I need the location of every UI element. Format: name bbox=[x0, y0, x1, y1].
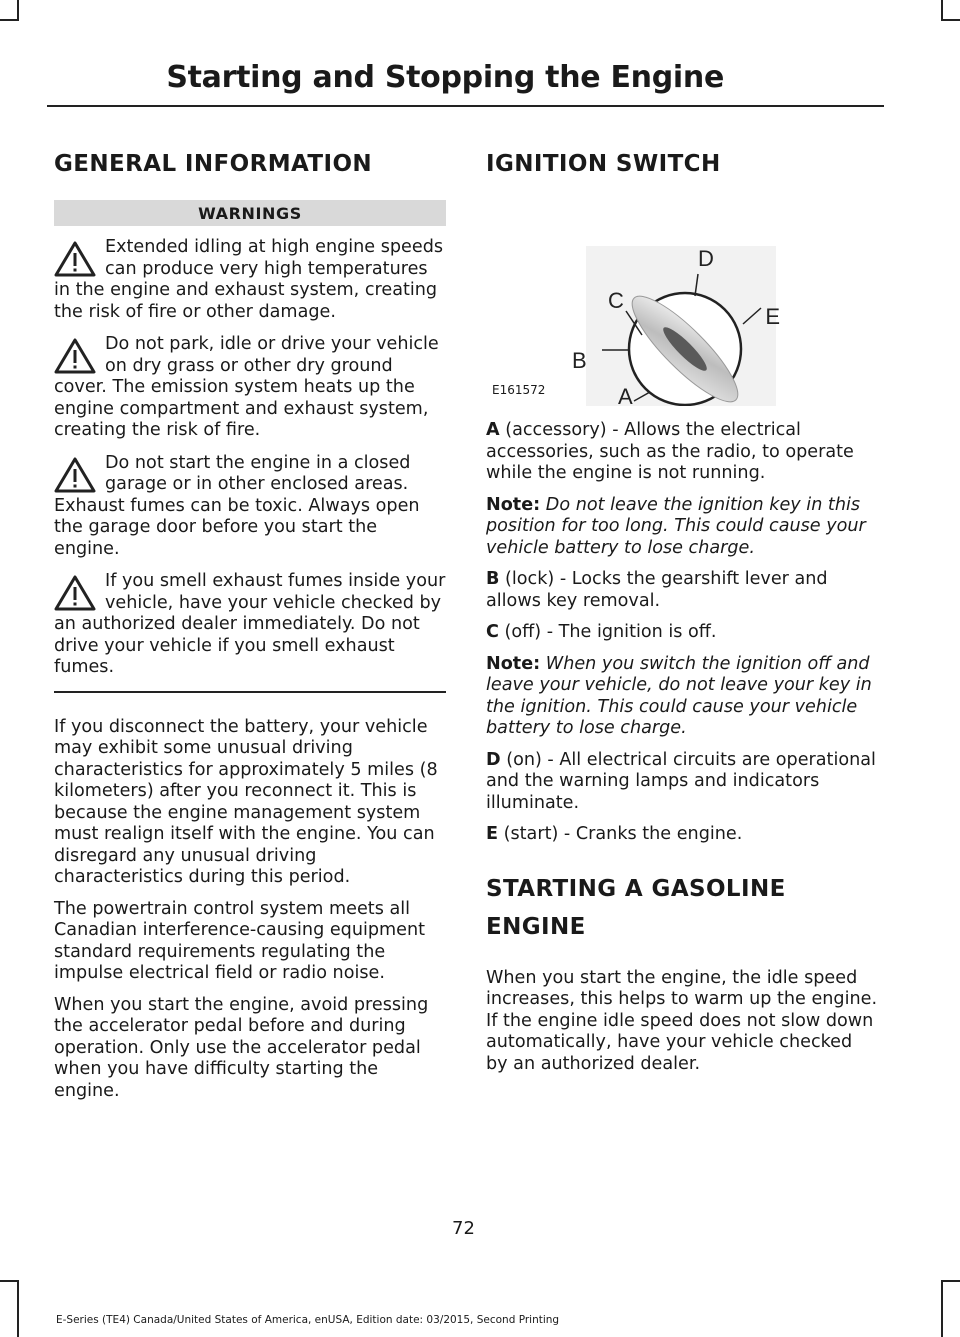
position-letter: D bbox=[486, 749, 501, 770]
position-text: (lock) - Locks the gearshift lever and allows key removal. bbox=[486, 569, 828, 611]
label-c: C bbox=[608, 288, 624, 313]
label-e: E bbox=[765, 304, 780, 329]
heading-line: ENGINE bbox=[486, 913, 586, 940]
left-column bbox=[54, 140, 446, 1112]
figure-id: E161572 bbox=[492, 383, 546, 397]
general-body bbox=[54, 717, 446, 1103]
note-item bbox=[486, 495, 878, 560]
position-b-item bbox=[486, 569, 878, 612]
crop-mark bbox=[941, 0, 943, 20]
body-paragraph: If you disconnect the battery, your vehicle may exhibit some unusual driving characteristics for approximately 5 miles (8 kilometers) after you reconnect it. This is because the engine management system must realign itself with the engine. You can disregard any unusual driving characteristics during this period. bbox=[54, 716, 438, 887]
position-letter: B bbox=[486, 569, 500, 589]
section-heading-general: GENERAL INFORMATION bbox=[54, 151, 373, 177]
position-letter: A bbox=[486, 420, 500, 440]
position-text: (start) - Cranks the engine. bbox=[498, 824, 743, 844]
heading-line: STARTING A GASOLINE bbox=[486, 875, 786, 902]
label-b: B bbox=[572, 348, 587, 373]
note-label: Note: bbox=[486, 653, 541, 674]
right-column bbox=[486, 140, 878, 1085]
crop-mark bbox=[17, 0, 19, 20]
position-letter: C bbox=[486, 622, 499, 642]
crop-mark bbox=[941, 1280, 943, 1337]
section-heading-starting bbox=[486, 870, 878, 946]
warning-text: Extended idling at high engine speeds can produce very high temperatures in the engine and exhaust system, creating the risk of fire or other damage. bbox=[54, 237, 444, 322]
note-item bbox=[486, 654, 878, 740]
warning-item bbox=[54, 237, 446, 323]
position-text: (on) - All electrical circuits are operational and the warning lamps and indicators illuminate. bbox=[486, 749, 876, 813]
crop-mark bbox=[941, 19, 960, 21]
warning-item bbox=[54, 453, 446, 561]
body-paragraph: When you start the engine, the idle speed increases, this helps to warm up the engine. If the engine idle speed does not slow down automatically, have your vehicle checked by an authorized dealer. bbox=[486, 967, 878, 1074]
position-d-item bbox=[486, 750, 878, 815]
note-text: Do not leave the ignition key in this position for too long. This could cause your vehicle battery to lose charge. bbox=[486, 494, 866, 558]
label-a: A bbox=[618, 384, 633, 406]
header-rule bbox=[47, 105, 884, 107]
warning-triangle-icon bbox=[54, 575, 96, 611]
warning-triangle-icon bbox=[54, 338, 96, 374]
footer-edition: E-Series (TE4) Canada/United States of America, enUSA, Edition date: 03/2015, Second Printing bbox=[56, 1314, 560, 1326]
position-c-item bbox=[486, 622, 878, 644]
position-letter: E bbox=[486, 824, 499, 844]
crop-mark bbox=[941, 1280, 960, 1282]
ignition-switch-illustration bbox=[486, 216, 786, 406]
section-heading-ignition: IGNITION SWITCH bbox=[486, 151, 721, 177]
warnings-bar: WARNINGS bbox=[54, 200, 446, 226]
position-a-item bbox=[486, 420, 878, 485]
label-d: D bbox=[698, 246, 714, 271]
note-label: Note: bbox=[486, 494, 541, 515]
crop-mark bbox=[0, 19, 19, 21]
position-text: (accessory) - Allows the electrical accessories, such as the radio, to operate while the engine is not running. bbox=[486, 420, 854, 483]
crop-mark bbox=[17, 1280, 19, 1337]
body-paragraph: When you start the engine, avoid pressing the accelerator pedal before and during operation. Only use the accelerator pedal when you have difficulty starting the engine. bbox=[54, 994, 429, 1101]
page-title: Starting and Stopping the Engine bbox=[166, 60, 724, 95]
warning-text: Do not start the engine in a closed garage or in other enclosed areas. Exhaust fumes can be toxic. Always open the garage door before you start the engine. bbox=[54, 452, 420, 559]
warnings-end-rule bbox=[54, 691, 446, 693]
warning-item bbox=[54, 571, 446, 679]
warning-text: Do not park, idle or drive your vehicle on dry grass or other dry ground cover. The emission system heats up the engine compartment and exhaust system, creating the risk of fire. bbox=[54, 334, 439, 440]
warning-text: If you smell exhaust fumes inside your vehicle, have your vehicle checked by an authorized dealer immediately. Do not drive your vehicle if you smell exhaust fumes. bbox=[54, 571, 446, 677]
position-text: (off) - The ignition is off. bbox=[498, 622, 717, 642]
body-paragraph: The powertrain control system meets all Canadian interference-causing equipment standard requirements regulating the impulse electrical field or radio noise. bbox=[54, 898, 426, 983]
crop-mark bbox=[0, 1280, 19, 1282]
position-e-item bbox=[486, 824, 878, 846]
page-number: 72 bbox=[452, 1218, 475, 1239]
ignition-positions bbox=[486, 420, 878, 846]
warning-triangle-icon bbox=[54, 241, 96, 277]
warning-triangle-icon bbox=[54, 457, 96, 493]
warning-item bbox=[54, 334, 446, 442]
note-text: When you switch the ignition off and leave your vehicle, do not leave your key in the ignition. This could cause your vehicle battery to lose charge. bbox=[486, 653, 872, 738]
ignition-switch-diagram bbox=[486, 216, 786, 406]
